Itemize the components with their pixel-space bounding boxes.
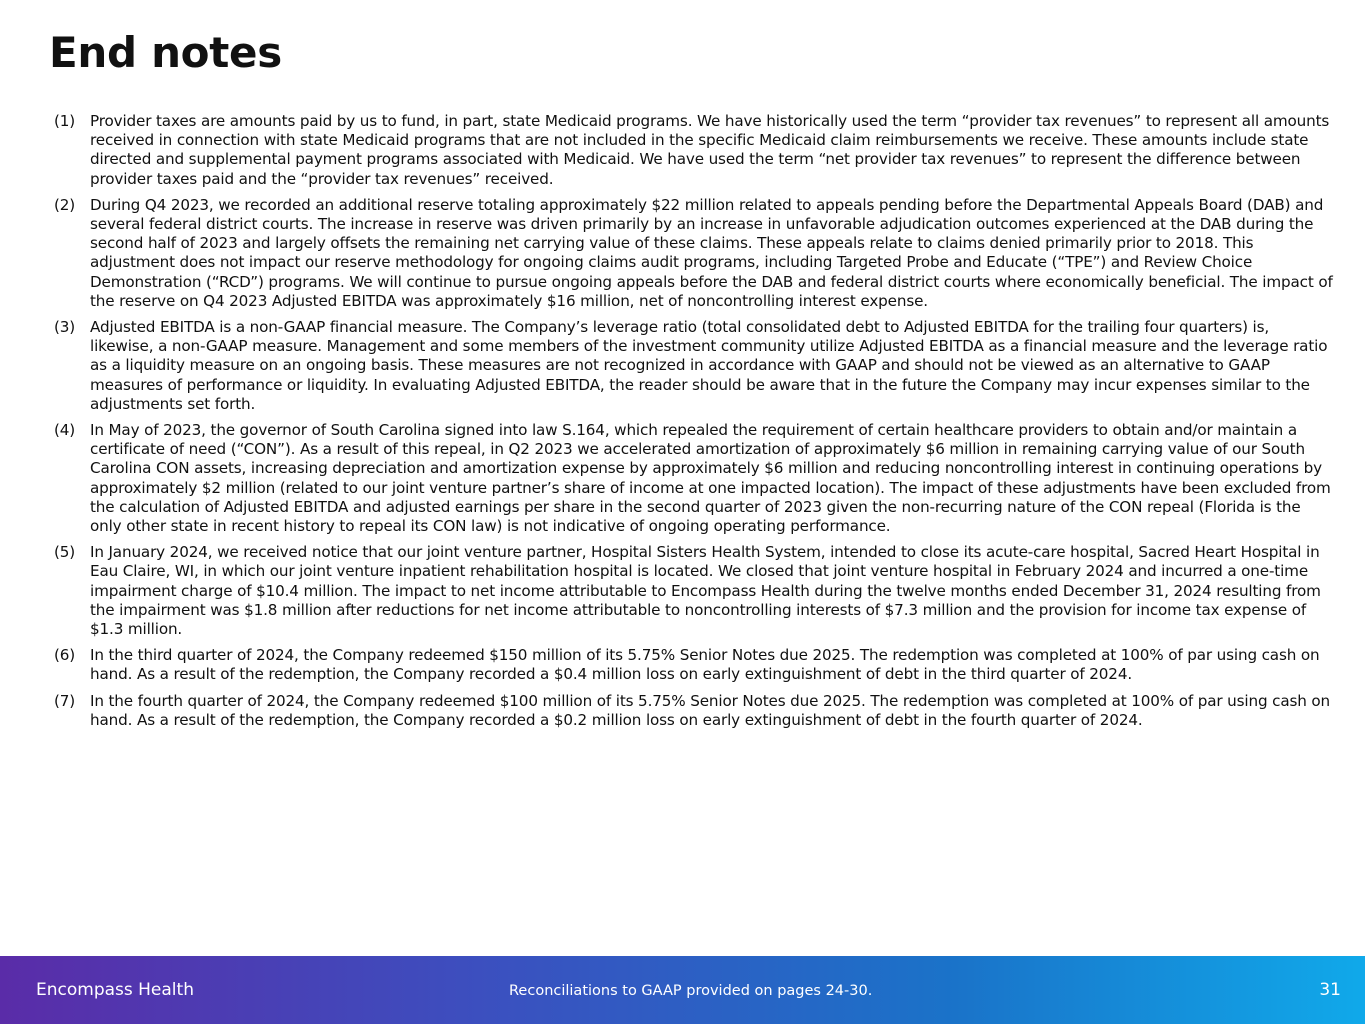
end-note-number: (4)	[54, 421, 76, 440]
end-note-text: Provider taxes are amounts paid by us to fund, in part, state Medicaid programs. We have historically used the term “provider tax revenues” to represent all amounts received in connection with state Medicaid programs that are not included in the specific Medicaid claim reimbursements we receive. These amounts include state directed and supplemental payment programs associated with Medicaid. We have used the term “net provider tax revenues” to represent the difference between provider taxes paid and the “provider tax revenues” received.	[90, 112, 1330, 188]
end-note-number: (1)	[54, 112, 76, 130]
end-note-3	[54, 318, 1334, 414]
end-note-6	[54, 646, 1334, 684]
footer-brand: Encompass Health	[36, 980, 194, 1000]
end-note-number: (7)	[54, 691, 76, 710]
end-note-text: In the fourth quarter of 2024, the Company redeemed $100 million of its 5.75% Senior Notes due 2025. The redemption was completed at 100% of par using cash on hand. As a result of the redemption, the Company recorded a $0.2 million loss on early extinguishment of debt in the fourth quarter of 2024.	[90, 691, 1331, 729]
end-note-text: In the third quarter of 2024, the Company redeemed $150 million of its 5.75% Senior Notes due 2025. The redemption was completed at 100% of par using cash on hand. As a result of the redemption, the Company recorded a $0.4 million loss on early extinguishment of debt in the third quarter of 2024.	[90, 646, 1320, 684]
end-note-text: In January 2024, we received notice that our joint venture partner, Hospital Sisters Health System, intended to close its acute-care hospital, Sacred Heart Hospital in Eau Claire, WI, in which our joint venture inpatient rehabilitation hospital is located. We closed that joint venture hospital in February 2024 and incurred a one-time impairment charge of $10.4 million. The impact to net income attributable to Encompass Health during the twelve months ended December 31, 2024 resulting from the impairment was $1.8 million after reductions for net income attributable to noncontrolling interests of $7.3 million and the provision for income tax expense of $1.3 million.	[90, 543, 1321, 639]
end-note-number: (3)	[54, 318, 76, 337]
end-note-text: Adjusted EBITDA is a non-GAAP financial measure. The Company’s leverage ratio (total consolidated debt to Adjusted EBITDA for the trailing four quarters) is, likewise, a non-GAAP measure. Management and some members of the investment community utilize Adjusted EBITDA as a financial measure and the leverage ratio as a liquidity measure on an ongoing basis. These measures are not recognized in accordance with GAAP and should not be viewed as an alternative to GAAP measures of performance or liquidity. In evaluating Adjusted EBITDA, the reader should be aware that in the future the Company may incur expenses similar to the adjustments set forth.	[90, 318, 1328, 413]
footer-bar	[0, 956, 1365, 1024]
footer-reconciliation-note: Reconciliations to GAAP provided on pages 24-30.	[509, 983, 873, 999]
end-note-2	[54, 196, 1334, 311]
page-number: 31	[1319, 980, 1341, 1000]
page-title: End notes	[49, 28, 282, 77]
end-note-1	[54, 112, 1334, 189]
end-note-5	[54, 543, 1334, 639]
end-notes-list	[54, 112, 1334, 737]
end-note-text: During Q4 2023, we recorded an additional reserve totaling approximately $22 million related to appeals pending before the Departmental Appeals Board (DAB) and several federal district courts. The increase in reserve was driven primarily by an increase in unfavorable adjudication outcomes experienced at the DAB during the second half of 2023 and largely offsets the remaining net carrying value of these claims. These appeals relate to claims denied primarily prior to 2018. This adjustment does not impact our reserve methodology for ongoing claims audit programs, including Targeted Probe and Educate (“TPE”) and Review Choice Demonstration (“RCD”) programs. We will continue to pursue ongoing appeals before the DAB and federal district courts where economically beneficial. The impact of the reserve on Q4 2023 Adjusted EBITDA was approximately $16 million, net of noncontrolling interest expense.	[90, 195, 1333, 310]
end-note-number: (5)	[54, 543, 76, 562]
end-note-text: In May of 2023, the governor of South Carolina signed into law S.164, which repealed the requirement of certain healthcare providers to obtain and/or maintain a certificate of need (“CON”). As a result of this repeal, in Q2 2023 we accelerated amortization of approximately $6 million in remaining carrying value of our South Carolina CON assets, increasing depreciation and amortization expense by approximately $6 million and reducing noncontrolling interest in continuing operations by approximately $2 million (related to our joint venture partner’s share of income at one impacted location). The impact of these adjustments have been excluded from the calculation of Adjusted EBITDA and adjusted earnings per share in the second quarter of 2023 given the non-recurring nature of the CON repeal (Florida is the only other state in recent history to repeal its CON law) is not indicative of ongoing operating performance.	[90, 421, 1331, 536]
end-note-4	[54, 421, 1334, 536]
end-note-7	[54, 692, 1334, 730]
end-note-number: (6)	[54, 646, 76, 665]
end-note-number: (2)	[54, 195, 76, 214]
